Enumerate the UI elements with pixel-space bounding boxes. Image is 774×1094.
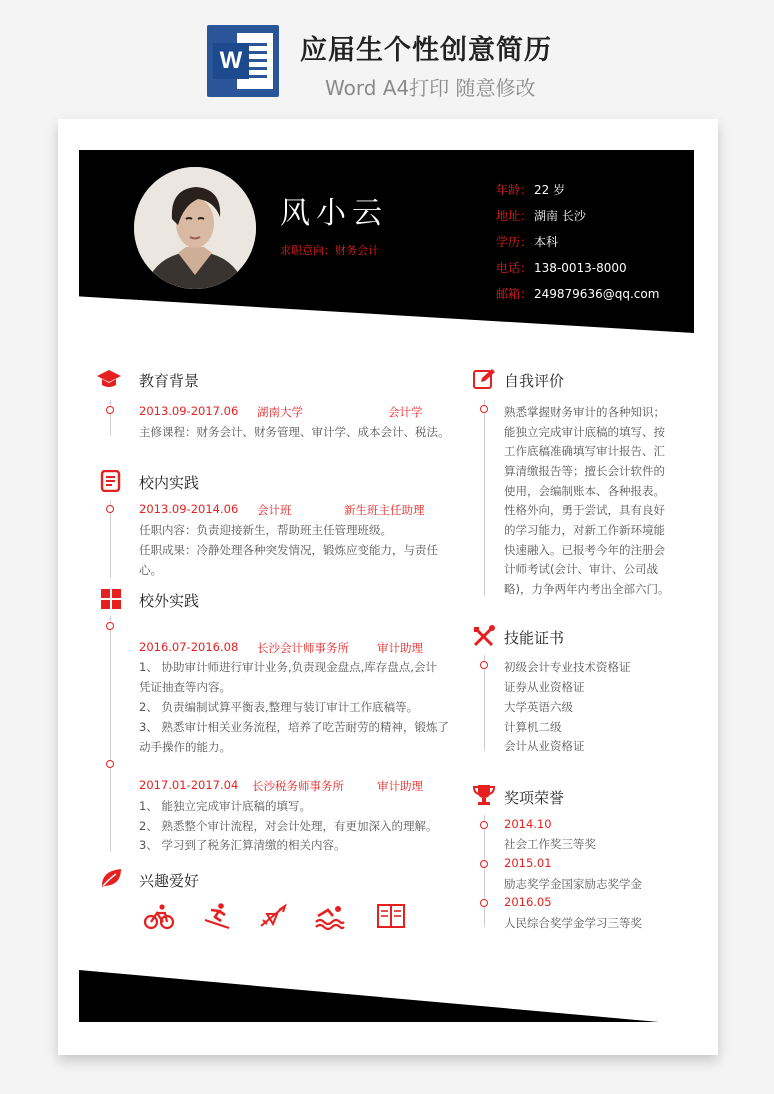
job-line: 1、 能独立完成审计底稿的填写。: [139, 799, 311, 813]
leaf-icon: [99, 867, 123, 889]
job-objective: 求职意向：财务会计: [280, 244, 379, 257]
timeline-dot: [106, 622, 114, 630]
timeline-dot: [480, 899, 488, 907]
award-name: 社会工作奖三等奖: [504, 837, 596, 851]
campus-role: 新生班主任助理: [344, 503, 425, 517]
self-eval-line: 熟悉掌握财务审计的各种知识；: [504, 405, 665, 419]
timeline-dot: [106, 406, 114, 414]
award-name: 人民综合奖学金学习三等奖: [504, 916, 642, 930]
job-line: 动手操作的能力。: [139, 740, 231, 754]
job-period: 2017.01-2017.04: [139, 778, 239, 792]
award-name: 励志奖学金国家励志奖学金: [504, 877, 642, 891]
cycling-icon: [143, 902, 175, 930]
info-age: 年龄： 22 岁: [496, 183, 566, 197]
edu-courses: 主修课程：财务会计、财务管理、审计学、成本会计、税法。: [139, 425, 450, 439]
skill-item: 计算机二级: [504, 720, 562, 734]
grid-icon: [99, 588, 123, 610]
campus-period: 2013.09-2014.06: [139, 502, 239, 516]
award-year: 2014.10: [504, 817, 552, 831]
skill-item: 大学英语六级: [504, 700, 573, 714]
self-eval-line: 性格外向，勇于尝试，具有良好: [504, 503, 665, 517]
self-eval-line: 使用，会编制账本、各种报表。: [504, 484, 665, 498]
banner-subtitle: Word A4打印 随意修改: [325, 76, 536, 100]
job-role: 审计助理: [377, 779, 423, 793]
section-title-skills: 技能证书: [504, 629, 565, 647]
award-year: 2016.05: [504, 895, 552, 909]
award-year: 2015.01: [504, 856, 552, 870]
campus-line: 任职成果：冷静处理各种突发情况，锻炼应变能力，与责任: [139, 543, 438, 557]
timeline-dot: [480, 661, 488, 669]
info-education: 学历： 本科: [496, 235, 559, 249]
swimming-icon: [314, 902, 346, 930]
campus-line: 任职内容：负责迎接新生，帮助班主任管理班级。: [139, 523, 392, 537]
skill-item: 初级会计专业技术资格证: [504, 660, 631, 674]
info-email: 邮箱： 249879636@qq.com: [496, 287, 660, 301]
timeline-dot: [480, 405, 488, 413]
word-logo-letter: W: [213, 43, 249, 79]
section-title-hobbies: 兴趣爱好: [139, 872, 200, 890]
section-title-external: 校外实践: [139, 592, 200, 610]
campus-line: 心。: [139, 563, 162, 577]
word-icon: [207, 25, 279, 97]
self-eval-line: 的学习能力，对新工作新环境能: [504, 523, 665, 537]
job-org: 长沙税务师事务所: [252, 779, 344, 793]
edu-major: 会计学: [388, 405, 423, 419]
campus-org: 会计班: [257, 503, 292, 517]
section-title-education: 教育背景: [139, 372, 200, 390]
job-role: 审计助理: [377, 641, 423, 655]
job-line: 3、 学习到了税务汇算清缴的相关内容。: [139, 838, 346, 852]
edu-school: 湖南大学: [257, 405, 303, 419]
section-title-self-eval: 自我评价: [504, 372, 565, 390]
job-line: 凭证抽查等内容。: [139, 680, 231, 694]
self-eval-line: 算清缴报告等；擅长会计软件的: [504, 464, 665, 478]
timeline-dot: [480, 860, 488, 868]
job-org: 长沙会计师事务所: [257, 641, 349, 655]
graduation-cap-icon: [97, 368, 121, 390]
candidate-name: 风小云: [280, 196, 388, 231]
info-phone: 电话： 138-0013-8000: [496, 261, 627, 275]
skill-item: 证券从业资格证: [504, 680, 585, 694]
section-title-campus: 校内实践: [139, 474, 200, 492]
self-eval-line: 快速融入。已报考今年的注册会: [504, 543, 665, 557]
skill-item: 会计从业资格证: [504, 739, 585, 753]
banner-title: 应届生个性创意简历: [300, 35, 552, 66]
self-eval-line: 略)，力争两年内考出全部六门。: [504, 582, 670, 596]
self-eval-line: 工作底稿准确填写审计报告、汇: [504, 444, 665, 458]
document-icon: [99, 470, 123, 492]
timeline-dot: [480, 821, 488, 829]
job-line: 2、 熟悉整个审计流程，对会计处理，有更加深入的理解。: [139, 819, 438, 833]
job-line: 3、 熟悉审计相关业务流程，培养了吃苦耐劳的精神，锻炼了: [139, 720, 449, 734]
avatar: [134, 167, 256, 289]
trophy-icon: [472, 784, 496, 806]
skiing-icon: [201, 902, 233, 930]
top-banner: [0, 0, 774, 118]
self-eval-line: 能独立完成审计底稿的填写、按: [504, 425, 665, 439]
job-line: 1、 协助审计师进行审计业务,负责现金盘点,库存盘点,会计: [139, 660, 437, 674]
tools-icon: [472, 625, 496, 647]
section-title-awards: 奖项荣誉: [504, 789, 565, 807]
self-eval-line: 计师考试(会计、审计、公司战: [504, 562, 658, 576]
airplane-icon: [257, 902, 289, 930]
book-icon: [375, 902, 407, 930]
job-line: 2、 负责编制试算平衡表,整理与装订审计工作底稿等。: [139, 700, 419, 714]
timeline-dot: [106, 760, 114, 768]
timeline-dot: [106, 505, 114, 513]
info-address: 地址： 湖南 长沙: [496, 209, 586, 223]
edit-icon: [472, 368, 496, 390]
job-period: 2016.07-2016.08: [139, 640, 239, 654]
edu-period: 2013.09-2017.06: [139, 404, 239, 418]
